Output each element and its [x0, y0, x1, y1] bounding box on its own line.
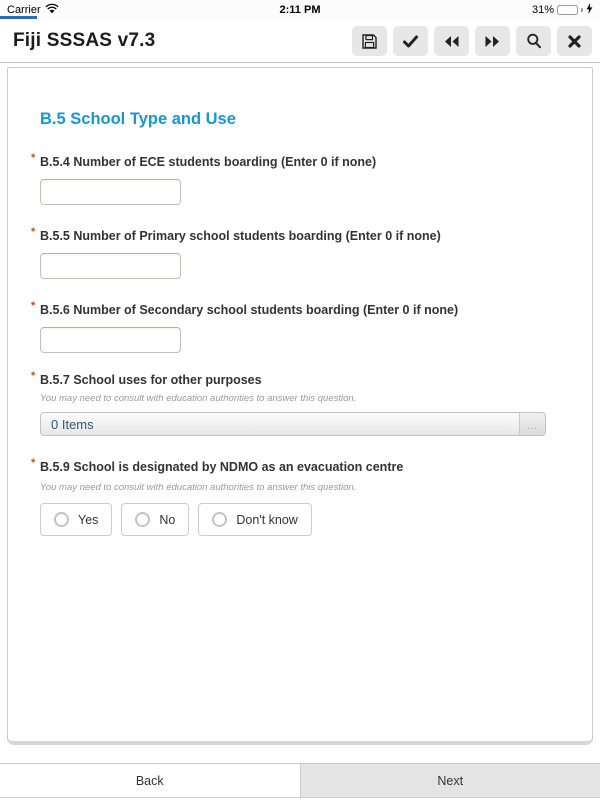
- battery-icon: [557, 5, 578, 15]
- items-count-label: 0 Items: [51, 416, 94, 432]
- radio-option-label: No: [159, 512, 176, 527]
- save-button[interactable]: [352, 26, 387, 56]
- question-label: * B.5.7 School uses for other purposes: [31, 370, 262, 387]
- secondary-boarding-input[interactable]: [40, 327, 181, 353]
- validate-button[interactable]: [393, 26, 428, 56]
- section-title: B.5 School Type and Use: [40, 110, 236, 128]
- battery-percent: 31%: [531, 4, 554, 16]
- close-button[interactable]: [557, 26, 592, 56]
- required-marker: *: [31, 152, 36, 164]
- required-marker: *: [31, 370, 36, 382]
- radio-option-no[interactable]: [121, 503, 189, 536]
- wifi-icon: [45, 3, 59, 17]
- radio-option-label: Yes: [78, 512, 99, 527]
- question-hint: You may need to consult with education authorities to answer this question.: [40, 482, 357, 493]
- footer-nav: [0, 763, 600, 798]
- items-ellipsis-button[interactable]: ...: [519, 413, 545, 435]
- save-icon: [361, 33, 378, 50]
- question-b57: [31, 370, 560, 436]
- radio-circle-icon: [212, 512, 227, 527]
- radio-option-yes[interactable]: [40, 503, 112, 536]
- question-label: * B.5.5 Number of Primary school students boarding (Enter 0 if none): [31, 226, 441, 243]
- search-icon: [526, 33, 542, 49]
- charging-bolt-icon: [586, 3, 593, 17]
- double-left-arrow-icon: [443, 35, 460, 48]
- required-marker: *: [31, 226, 36, 238]
- page-progress-indicator: [0, 16, 37, 19]
- radio-option-label: Don't know: [236, 512, 298, 527]
- required-marker: *: [31, 457, 36, 469]
- question-b56: [31, 300, 560, 353]
- status-bar: [0, 0, 600, 20]
- question-hint: You may need to consult with education authorities to answer this question.: [40, 393, 357, 404]
- next-page-button[interactable]: [475, 26, 510, 56]
- radio-circle-icon: [135, 512, 150, 527]
- clock: 2:11 PM: [279, 4, 321, 16]
- app-header: [0, 20, 600, 63]
- app-title: Fiji SSSAS v7.3: [13, 30, 156, 51]
- form-page-card: [7, 67, 593, 745]
- question-b55: [31, 226, 560, 279]
- next-button[interactable]: Next: [301, 764, 600, 797]
- close-icon: [568, 35, 581, 48]
- previous-page-button[interactable]: [434, 26, 469, 56]
- question-b59: [31, 457, 560, 536]
- radio-circle-icon: [54, 512, 69, 527]
- double-right-arrow-icon: [484, 35, 501, 48]
- question-label: * B.5.4 Number of ECE students boarding (Enter 0 if none): [31, 152, 377, 169]
- question-b54: [31, 152, 560, 205]
- repeat-items-bar[interactable]: [40, 412, 546, 436]
- search-button[interactable]: [516, 26, 551, 56]
- question-label: * B.5.6 Number of Secondary school students boarding (Enter 0 if none): [31, 300, 459, 317]
- carrier-label: Carrier: [7, 4, 41, 16]
- ece-boarding-input[interactable]: [40, 179, 181, 205]
- primary-boarding-input[interactable]: [40, 253, 181, 279]
- battery-cap: [581, 8, 583, 12]
- toolbar: [352, 26, 592, 56]
- required-marker: *: [31, 300, 36, 312]
- checkmark-icon: [402, 34, 419, 49]
- back-button[interactable]: Back: [0, 764, 301, 797]
- radio-option-dont-know[interactable]: [198, 503, 311, 536]
- radio-group-evacuation: [40, 503, 560, 536]
- question-label: * B.5.9 School is designated by NDMO as an evacuation centre: [31, 457, 404, 474]
